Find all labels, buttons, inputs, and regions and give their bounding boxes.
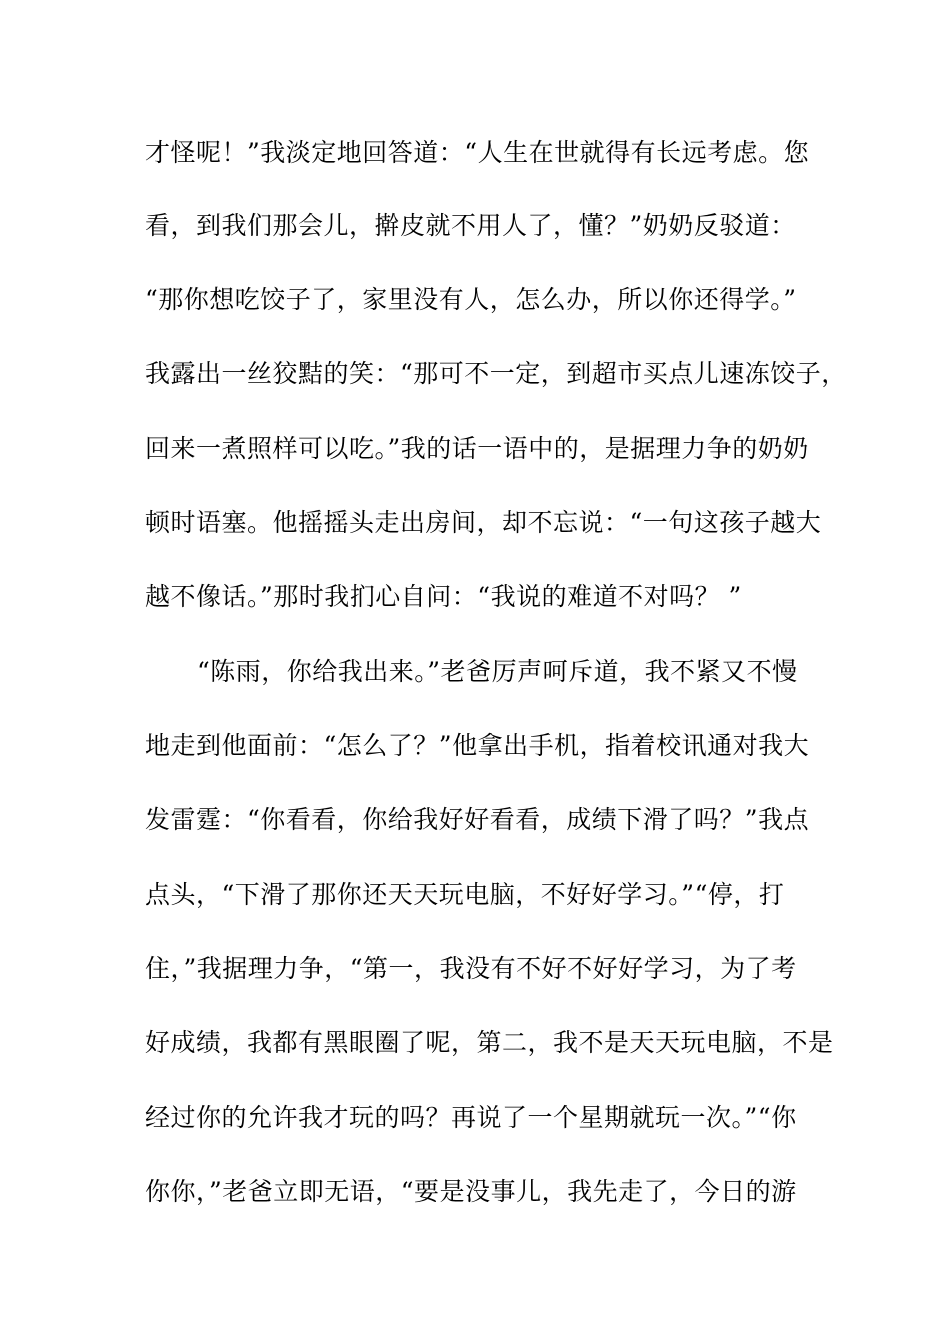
text-line: “那你想吃饺子了，家里没有人，怎么办，所以你还得学。” [145,285,797,314]
text-line: 回来一煮照样可以吃。”我的话一语中的，是据理力争的奶奶 [145,434,809,463]
text-line: 地走到他面前：“怎么了？”他拿出手机，指着校讯通对我大 [145,731,810,760]
text-line: 顿时语塞。他摇摇头走出房间，却不忘说：“一句这孩子越大 [145,508,822,537]
text-line: 你你，”老爸立即无语，“要是没事儿，我先走了，今日的游 [145,1177,797,1206]
text-line: 好成绩，我都有黑眼圈了呢，第二，我不是天天玩电脑，不是 [145,1028,834,1057]
paragraph-first-line: “陈雨，你给我出来。”老爸厉声呵斥道，我不紧又不慢 [197,657,798,686]
text-line: 才怪呢！”我淡定地回答道：“人生在世就得有长远考虑。您 [145,138,810,167]
text-line: 住，”我据理力争，“第一，我没有不好不好好学习，为了考 [145,954,797,983]
text-line: 发雷霆：“你看看，你给我好好看看，成绩下滑了吗？”我点 [145,805,810,834]
text-line: 点头，“下滑了那你还天天玩电脑，不好好学习。”“停，打 [145,880,785,909]
text-line: 看，到我们那会儿，擀皮就不用人了，懂？”奶奶反驳道： [145,211,796,240]
text-line: 经过你的允许我才玩的吗？再说了一个星期就玩一次。”“你 [145,1103,797,1132]
text-line: 越不像话。”那时我扪心自问：“我说的难道不对吗？ ” [145,582,742,611]
text-line: 我露出一丝狡黠的笑：“那可不一定，到超市买点儿速冻饺子， [145,359,847,388]
